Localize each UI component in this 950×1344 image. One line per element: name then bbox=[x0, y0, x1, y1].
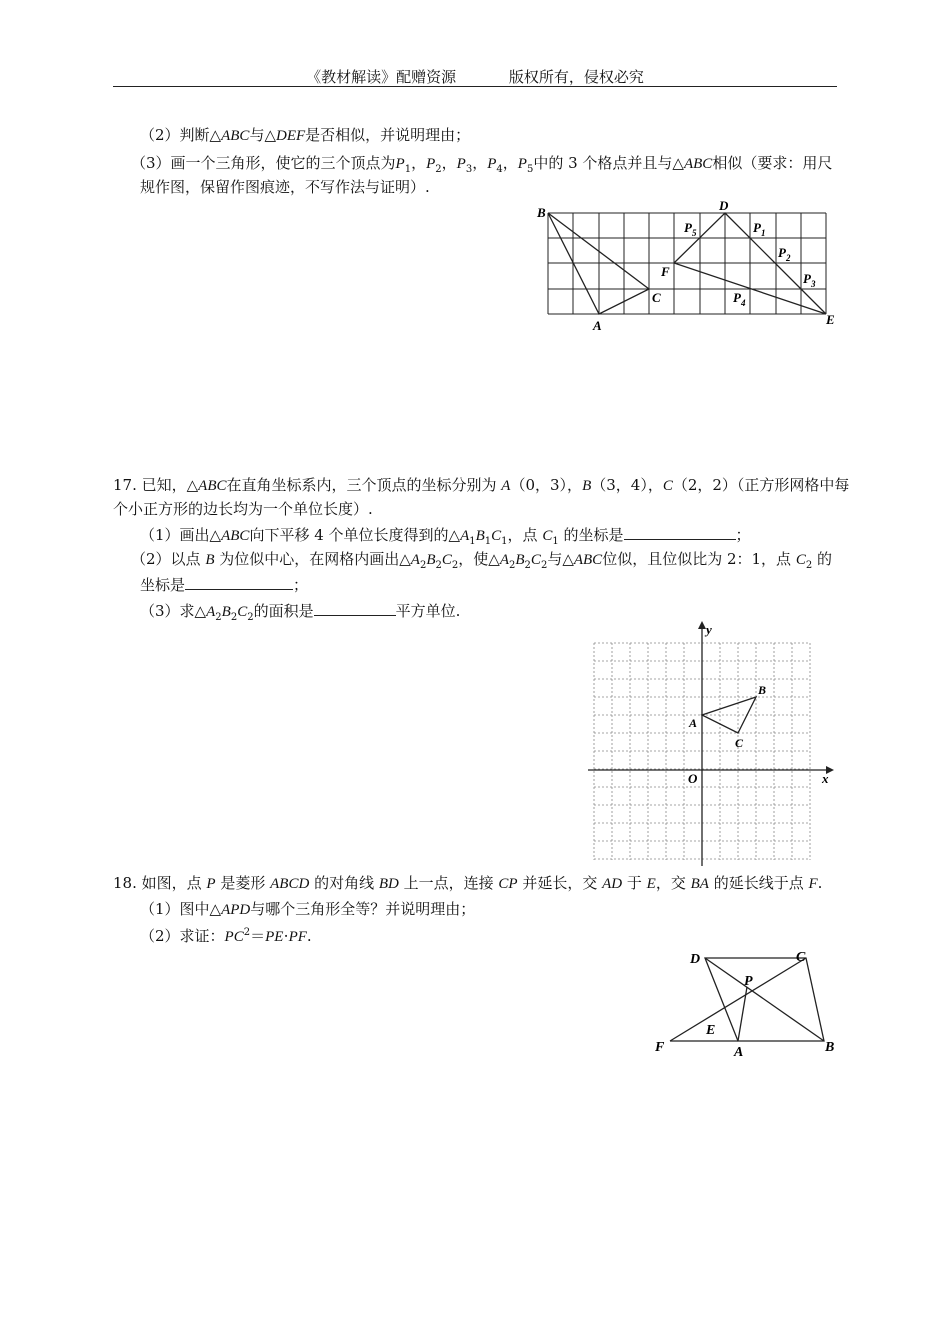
label-D: D bbox=[719, 198, 729, 213]
q16-part2: （2）判断△ABC与△DEF是否相似，并说明理由； bbox=[140, 126, 471, 144]
q17-part3: （3）求$\triangle A_2B_2C_2$的面积是 平方单位. bbox=[140, 602, 461, 623]
answer-blank-area[interactable] bbox=[314, 600, 396, 616]
q16-part3: （3）画一个三角形，使它的三个顶点为$P_1$，$P_2$，$P_3$，$P_4$，$P_5$中的 3 个格点并且与△ABC相似（要求：用尺 bbox=[131, 154, 833, 175]
q16-grid-figure bbox=[530, 198, 850, 338]
label-E: E bbox=[706, 1023, 716, 1038]
label-B: B bbox=[825, 1040, 835, 1055]
label-A: A bbox=[593, 318, 602, 333]
label-P2: $P_2$ bbox=[778, 245, 791, 263]
answer-blank-c1[interactable] bbox=[624, 524, 736, 540]
label-C: C bbox=[652, 290, 661, 305]
q18-part1: （1）图中△APD与哪个三角形全等？并说明理由； bbox=[140, 900, 476, 918]
label-E: E bbox=[826, 312, 835, 327]
diagonal-bd bbox=[705, 958, 824, 1041]
label-C: C bbox=[735, 736, 744, 750]
label-P: P bbox=[744, 974, 753, 989]
q17-part2: （2）以点 B 为位似中心，在网格内画出$\triangle A_2B_2C_2$，使$\triangle A_2B_2C_2$与△ABC位似，且位似比为 2：1，点 $C_2$ 的 bbox=[131, 550, 832, 571]
label-F: F bbox=[661, 264, 670, 279]
label-D: D bbox=[690, 952, 701, 967]
q18-rhombus-figure bbox=[650, 940, 850, 1065]
q17-part2-cont: 坐标是 ； bbox=[140, 576, 309, 594]
q17-stem: 17. 已知，△ABC在直角坐标系内，三个顶点的坐标分别为 A（0，3），B（3，4），C（2，2）（正方形网格中每 bbox=[113, 476, 850, 494]
label-P3: $P_3$ bbox=[803, 271, 816, 289]
answer-blank-c2[interactable] bbox=[185, 574, 293, 590]
segment-cf bbox=[670, 958, 806, 1041]
q16-part3-cont: 规作图，保留作图痕迹，不写作法与证明）. bbox=[140, 178, 430, 196]
label-P4: $P_4$ bbox=[733, 290, 746, 308]
q18-stem: 18. 如图，点 P 是菱形 ABCD 的对角线 BD 上一点，连接 CP 并延长，交 AD 于 E，交 BA 的延长线于点 F. bbox=[113, 874, 823, 892]
label-y: y bbox=[706, 622, 712, 637]
segment-ap bbox=[738, 987, 747, 1041]
label-x: x bbox=[822, 771, 829, 786]
q18-part2: （2）求证：$PC^2=PE\cdot PF$. bbox=[140, 927, 312, 945]
label-O: O bbox=[688, 771, 698, 786]
q17-stem-cont: 个小正方形的边长均为一个单位长度）. bbox=[113, 500, 373, 518]
label-F: F bbox=[655, 1040, 665, 1055]
label-P1: $P_1$ bbox=[753, 220, 766, 238]
q17-coordinate-grid bbox=[580, 616, 840, 872]
label-P5: $P_5$ bbox=[684, 220, 697, 238]
q17-part1: （1）画出△ABC向下平移 4 个单位长度得到的$\triangle A_1B_1C_1$，点 $C_1$ 的坐标是 ； bbox=[140, 526, 751, 547]
y-axis-arrow bbox=[698, 621, 706, 629]
header-copyright: 版权所有，侵权必究 bbox=[508, 68, 644, 86]
label-C: C bbox=[796, 950, 806, 965]
label-A: A bbox=[689, 716, 698, 730]
label-B: B bbox=[758, 683, 767, 697]
label-A: A bbox=[734, 1045, 744, 1060]
label-B: B bbox=[537, 205, 546, 220]
page-header bbox=[113, 66, 837, 87]
header-source: 《教材解读》配赠资源 bbox=[306, 68, 457, 86]
